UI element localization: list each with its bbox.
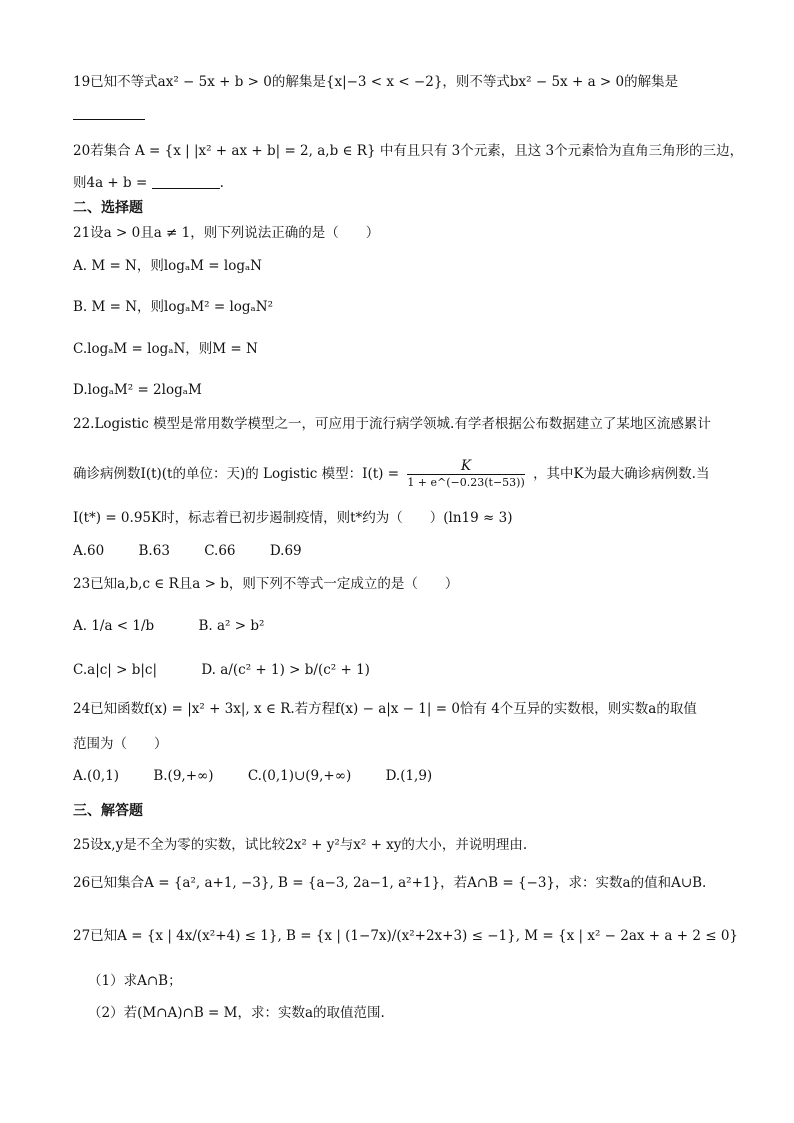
question-20 <box>73 141 743 161</box>
question-23-option-c: C.a|c| > b|c| <box>73 662 158 678</box>
question-22-line1: 22.Logistic 模型是常用数学模型之一，可应用于流行病学领城.有学者根据公布数据建立了某地区流感累计 <box>73 416 711 432</box>
question-24-option-c: C.(0,1)∪(9,+∞) <box>247 768 352 784</box>
question-21-option-d: D.logₐM² = 2logₐM <box>73 382 202 398</box>
question-20-text: 20若集合 A = {x | |x² + ax + b| = 2, a,b ∈ R} 中有且只有 3个元素，且这 3个元素恰为直角三角形的三边， <box>73 143 744 159</box>
question-27: 27已知A = {x | 4x/(x²+4) ≤ 1}, B = {x | (1−7x)/(x²+2x+3) ≤ −1}, M = {x | x² − 2ax + a + 2 ≤ 0} <box>73 928 739 944</box>
question-20-line2: 则4a + b = . <box>73 175 224 191</box>
question-27-part-1: （1）求A∩B； <box>88 973 182 989</box>
question-20-text2: 则4a + b = <box>73 175 148 191</box>
question-21 <box>73 223 379 243</box>
question-23-options-cd <box>73 660 410 680</box>
question-22-line2 <box>73 458 709 491</box>
question-22-option-a: A.60 <box>73 543 105 559</box>
question-23-option-b: B. a² > b² <box>198 618 265 634</box>
question-24-option-a: A.(0,1) <box>73 768 120 784</box>
question-21-option-a: A. M = N，则logₐM = logₐN <box>73 258 262 274</box>
question-24-option-b: B.(9,+∞) <box>153 768 214 784</box>
question-21-stem: 21设a > 0且a ≠ 1，则下列说法正确的是（ ） <box>73 225 380 241</box>
fraction-numerator: K <box>407 458 524 475</box>
question-27-part-2: （2）若(M∩A)∩B = M，求：实数a的取值范围. <box>88 1005 385 1021</box>
question-22-option-d: D.69 <box>269 543 302 559</box>
question-19-text: 19已知不等式ax² − 5x + b > 0的解集是{x|−3 < x < −2}，则不等式bx² − 5x + a > 0的解集是 <box>73 74 679 90</box>
question-25: 25设x,y是不全为零的实数，试比较2x² + y²与x² + xy的大小，并说明理由. <box>73 837 528 853</box>
question-19 <box>73 72 678 92</box>
blank-line <box>73 105 145 120</box>
question-26: 26已知集合A = {a², a+1, −3}, B = {a−3, 2a−1, a²+1}，若A∩B = {−3}，求：实数a的值和A∪B. <box>73 875 707 891</box>
question-21-option-b: B. M = N，则logₐM² = logₐN² <box>73 299 273 315</box>
question-22-option-c: C.66 <box>204 543 236 559</box>
question-24-line2: 范围为（ ） <box>73 736 168 752</box>
question-22-stem-b: ，其中K为最大确诊病例数.当 <box>533 466 710 482</box>
question-23-option-d: D. a/(c² + 1) > b/(c² + 1) <box>201 662 370 678</box>
question-22-option-b: B.63 <box>138 543 170 559</box>
question-22-stem-a: 确诊病例数I(t)(t的单位：天)的 Logistic 模型：I(t) = <box>73 466 400 482</box>
section-title-choice: 二、选择题 <box>73 200 143 216</box>
question-23-stem: 23已知a,b,c ∈ R且a > b，则下列不等式一定成立的是（ ） <box>73 576 459 592</box>
question-21-option-c: C.logₐM = logₐN，则M = N <box>73 341 258 357</box>
answer-blank-19 <box>73 104 145 124</box>
question-24-option-d: D.(1,9) <box>385 768 433 784</box>
blank-line <box>152 174 220 189</box>
question-22-line3: I(t*) = 0.95K时，标志着已初步遏制疫情，则t*约为（ ）(ln19 ≈ 3) <box>73 510 513 526</box>
question-24-line1: 24已知函数f(x) = |x² + 3x|, x ∈ R.若方程f(x) − a|x − 1| = 0恰有 4个互异的实数根，则实数a的取值 <box>73 701 697 717</box>
question-22-options <box>73 541 332 561</box>
question-23-options-ab <box>73 616 304 636</box>
section-title-answer: 三、解答题 <box>73 803 143 819</box>
question-23-option-a: A. 1/a < 1/b <box>73 618 155 634</box>
fraction-denominator: 1 + e^(−0.23(t−53)) <box>407 476 525 489</box>
question-24-options <box>73 766 462 786</box>
logistic-fraction <box>407 458 524 491</box>
